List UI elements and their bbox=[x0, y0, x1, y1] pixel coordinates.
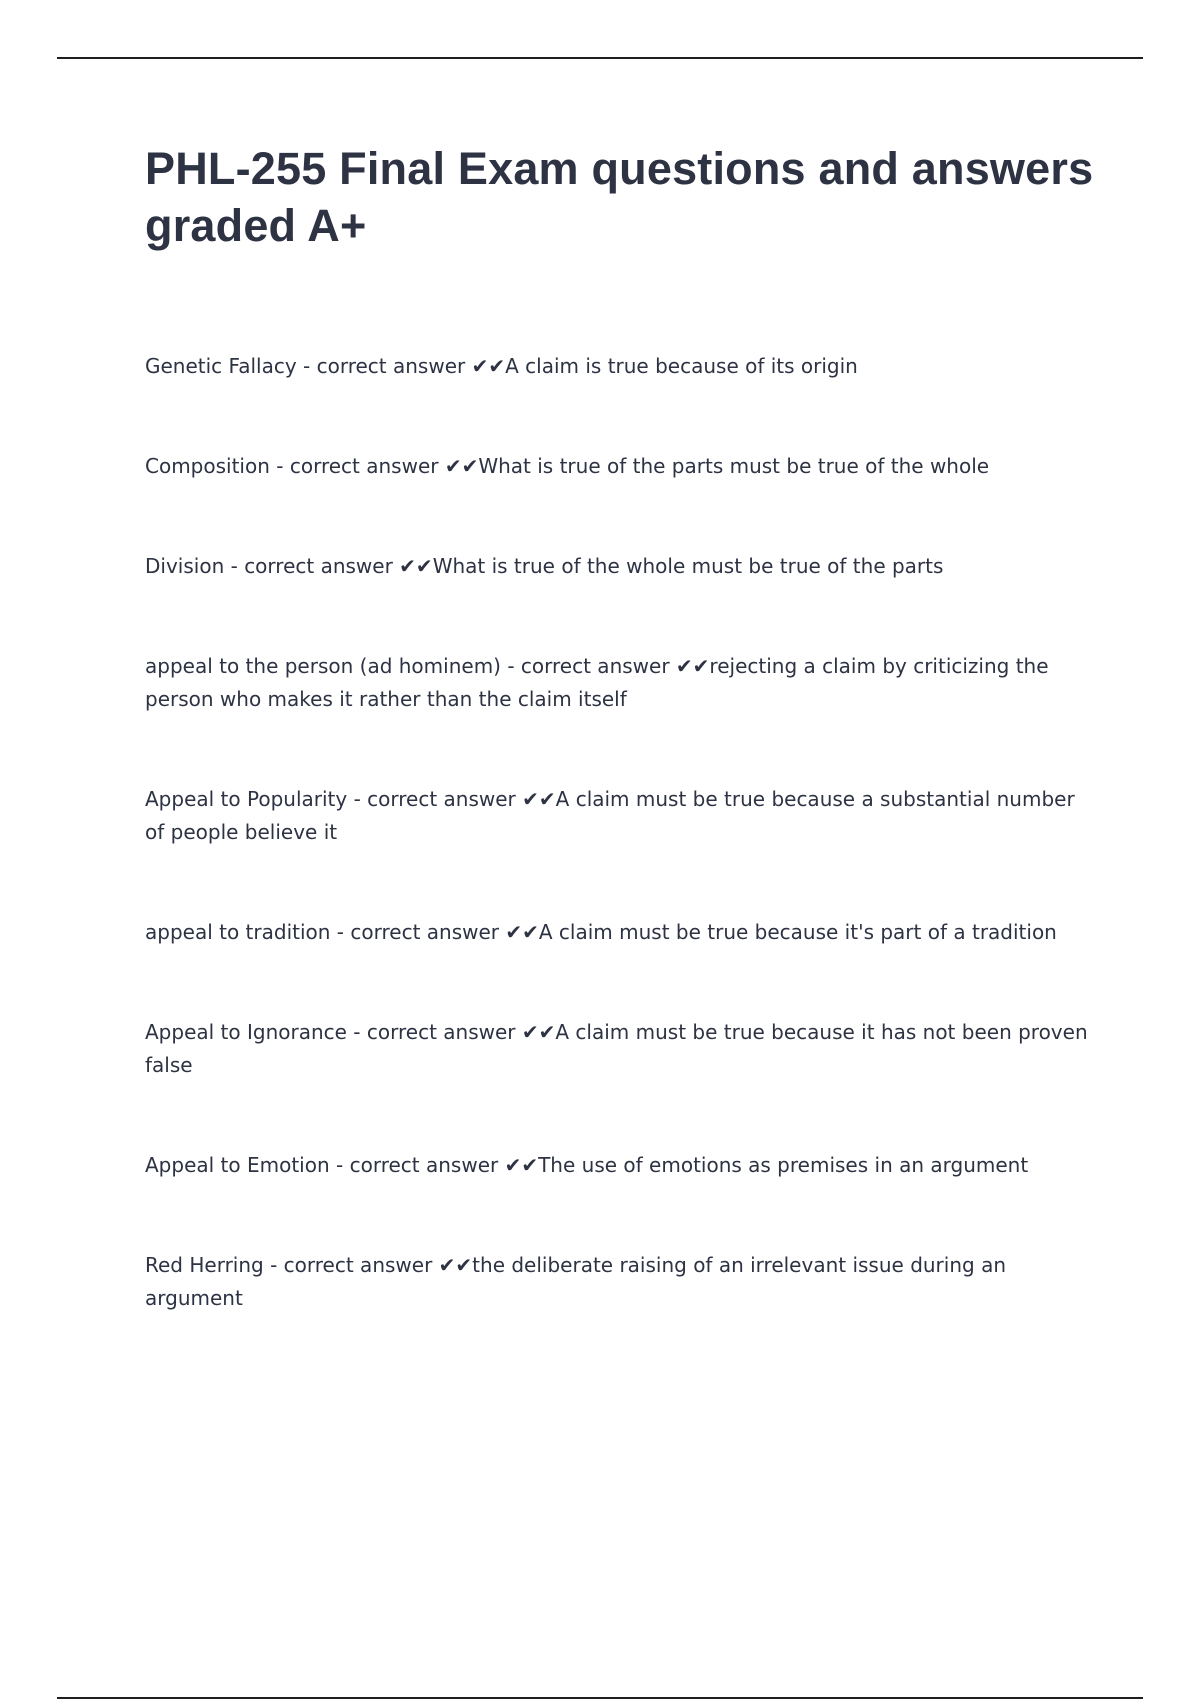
qa-term: Appeal to Ignorance bbox=[145, 1020, 347, 1044]
qa-item bbox=[145, 550, 1095, 583]
bottom-rule bbox=[57, 1697, 1143, 1699]
qa-answer-label: correct answer bbox=[367, 787, 516, 811]
double-check-icon: ✔✔ bbox=[432, 1253, 473, 1277]
qa-separator: - bbox=[329, 1153, 350, 1177]
qa-item bbox=[145, 783, 1095, 849]
double-check-icon: ✔✔ bbox=[392, 554, 433, 578]
double-check-icon: ✔✔ bbox=[465, 354, 506, 378]
qa-answer: rejecting a claim by criticizing the person who makes it rather than the claim itself bbox=[145, 654, 1049, 711]
qa-separator: - bbox=[346, 1020, 367, 1044]
qa-answer-label: correct answer bbox=[289, 454, 439, 478]
qa-answer: A claim must be true because a substantial number of people believe it bbox=[145, 787, 1075, 844]
qa-separator: - bbox=[263, 1253, 284, 1277]
double-check-icon: ✔✔ bbox=[499, 920, 539, 944]
double-check-icon: ✔✔ bbox=[498, 1153, 539, 1177]
qa-item bbox=[145, 450, 1095, 483]
qa-separator: - bbox=[296, 354, 317, 378]
qa-term: appeal to the person (ad hominem) bbox=[145, 654, 501, 678]
qa-answer-label: correct answer bbox=[283, 1253, 433, 1277]
qa-item bbox=[145, 650, 1095, 716]
qa-answer-label: correct answer bbox=[349, 1153, 499, 1177]
qa-term: Appeal to Popularity bbox=[145, 787, 348, 811]
qa-term: appeal to tradition bbox=[145, 920, 331, 944]
double-check-icon: ✔✔ bbox=[515, 787, 556, 811]
qa-answer: The use of emotions as premises in an argument bbox=[538, 1153, 1029, 1177]
top-rule bbox=[57, 57, 1143, 59]
qa-answer-label: correct answer bbox=[316, 354, 466, 378]
qa-answer: A claim is true because of its origin bbox=[505, 354, 858, 378]
double-check-icon: ✔✔ bbox=[669, 654, 710, 678]
page-title: PHL-255 Final Exam questions and answers graded A+ bbox=[145, 143, 1094, 251]
qa-item bbox=[145, 1249, 1095, 1315]
qa-answer: A claim must be true because it has not been proven false bbox=[145, 1020, 1088, 1077]
qa-answer: What is true of the whole must be true of the parts bbox=[432, 554, 944, 578]
double-check-icon: ✔✔ bbox=[515, 1020, 556, 1044]
qa-list bbox=[145, 350, 1095, 1315]
qa-answer-label: correct answer bbox=[520, 654, 670, 678]
qa-item bbox=[145, 1149, 1095, 1182]
qa-answer-label: correct answer bbox=[350, 920, 500, 944]
qa-term: Division bbox=[145, 554, 225, 578]
document-body bbox=[145, 140, 1095, 1382]
qa-answer-label: correct answer bbox=[366, 1020, 516, 1044]
qa-answer-label: correct answer bbox=[244, 554, 393, 578]
qa-term: Red Herring bbox=[145, 1253, 264, 1277]
qa-separator: - bbox=[224, 554, 245, 578]
qa-answer: What is true of the parts must be true of the whole bbox=[478, 454, 990, 478]
qa-item bbox=[145, 350, 1095, 383]
qa-term: Appeal to Emotion bbox=[145, 1153, 330, 1177]
qa-term: Genetic Fallacy bbox=[145, 354, 297, 378]
qa-separator: - bbox=[347, 787, 368, 811]
qa-answer: A claim must be true because it's part of a tradition bbox=[538, 920, 1057, 944]
double-check-icon: ✔✔ bbox=[438, 454, 479, 478]
qa-separator: - bbox=[269, 454, 290, 478]
qa-answer: the deliberate raising of an irrelevant issue during an argument bbox=[145, 1253, 1006, 1310]
qa-item bbox=[145, 1016, 1095, 1082]
qa-separator: - bbox=[330, 920, 351, 944]
qa-separator: - bbox=[500, 654, 521, 678]
qa-item bbox=[145, 916, 1095, 949]
qa-term: Composition bbox=[145, 454, 270, 478]
